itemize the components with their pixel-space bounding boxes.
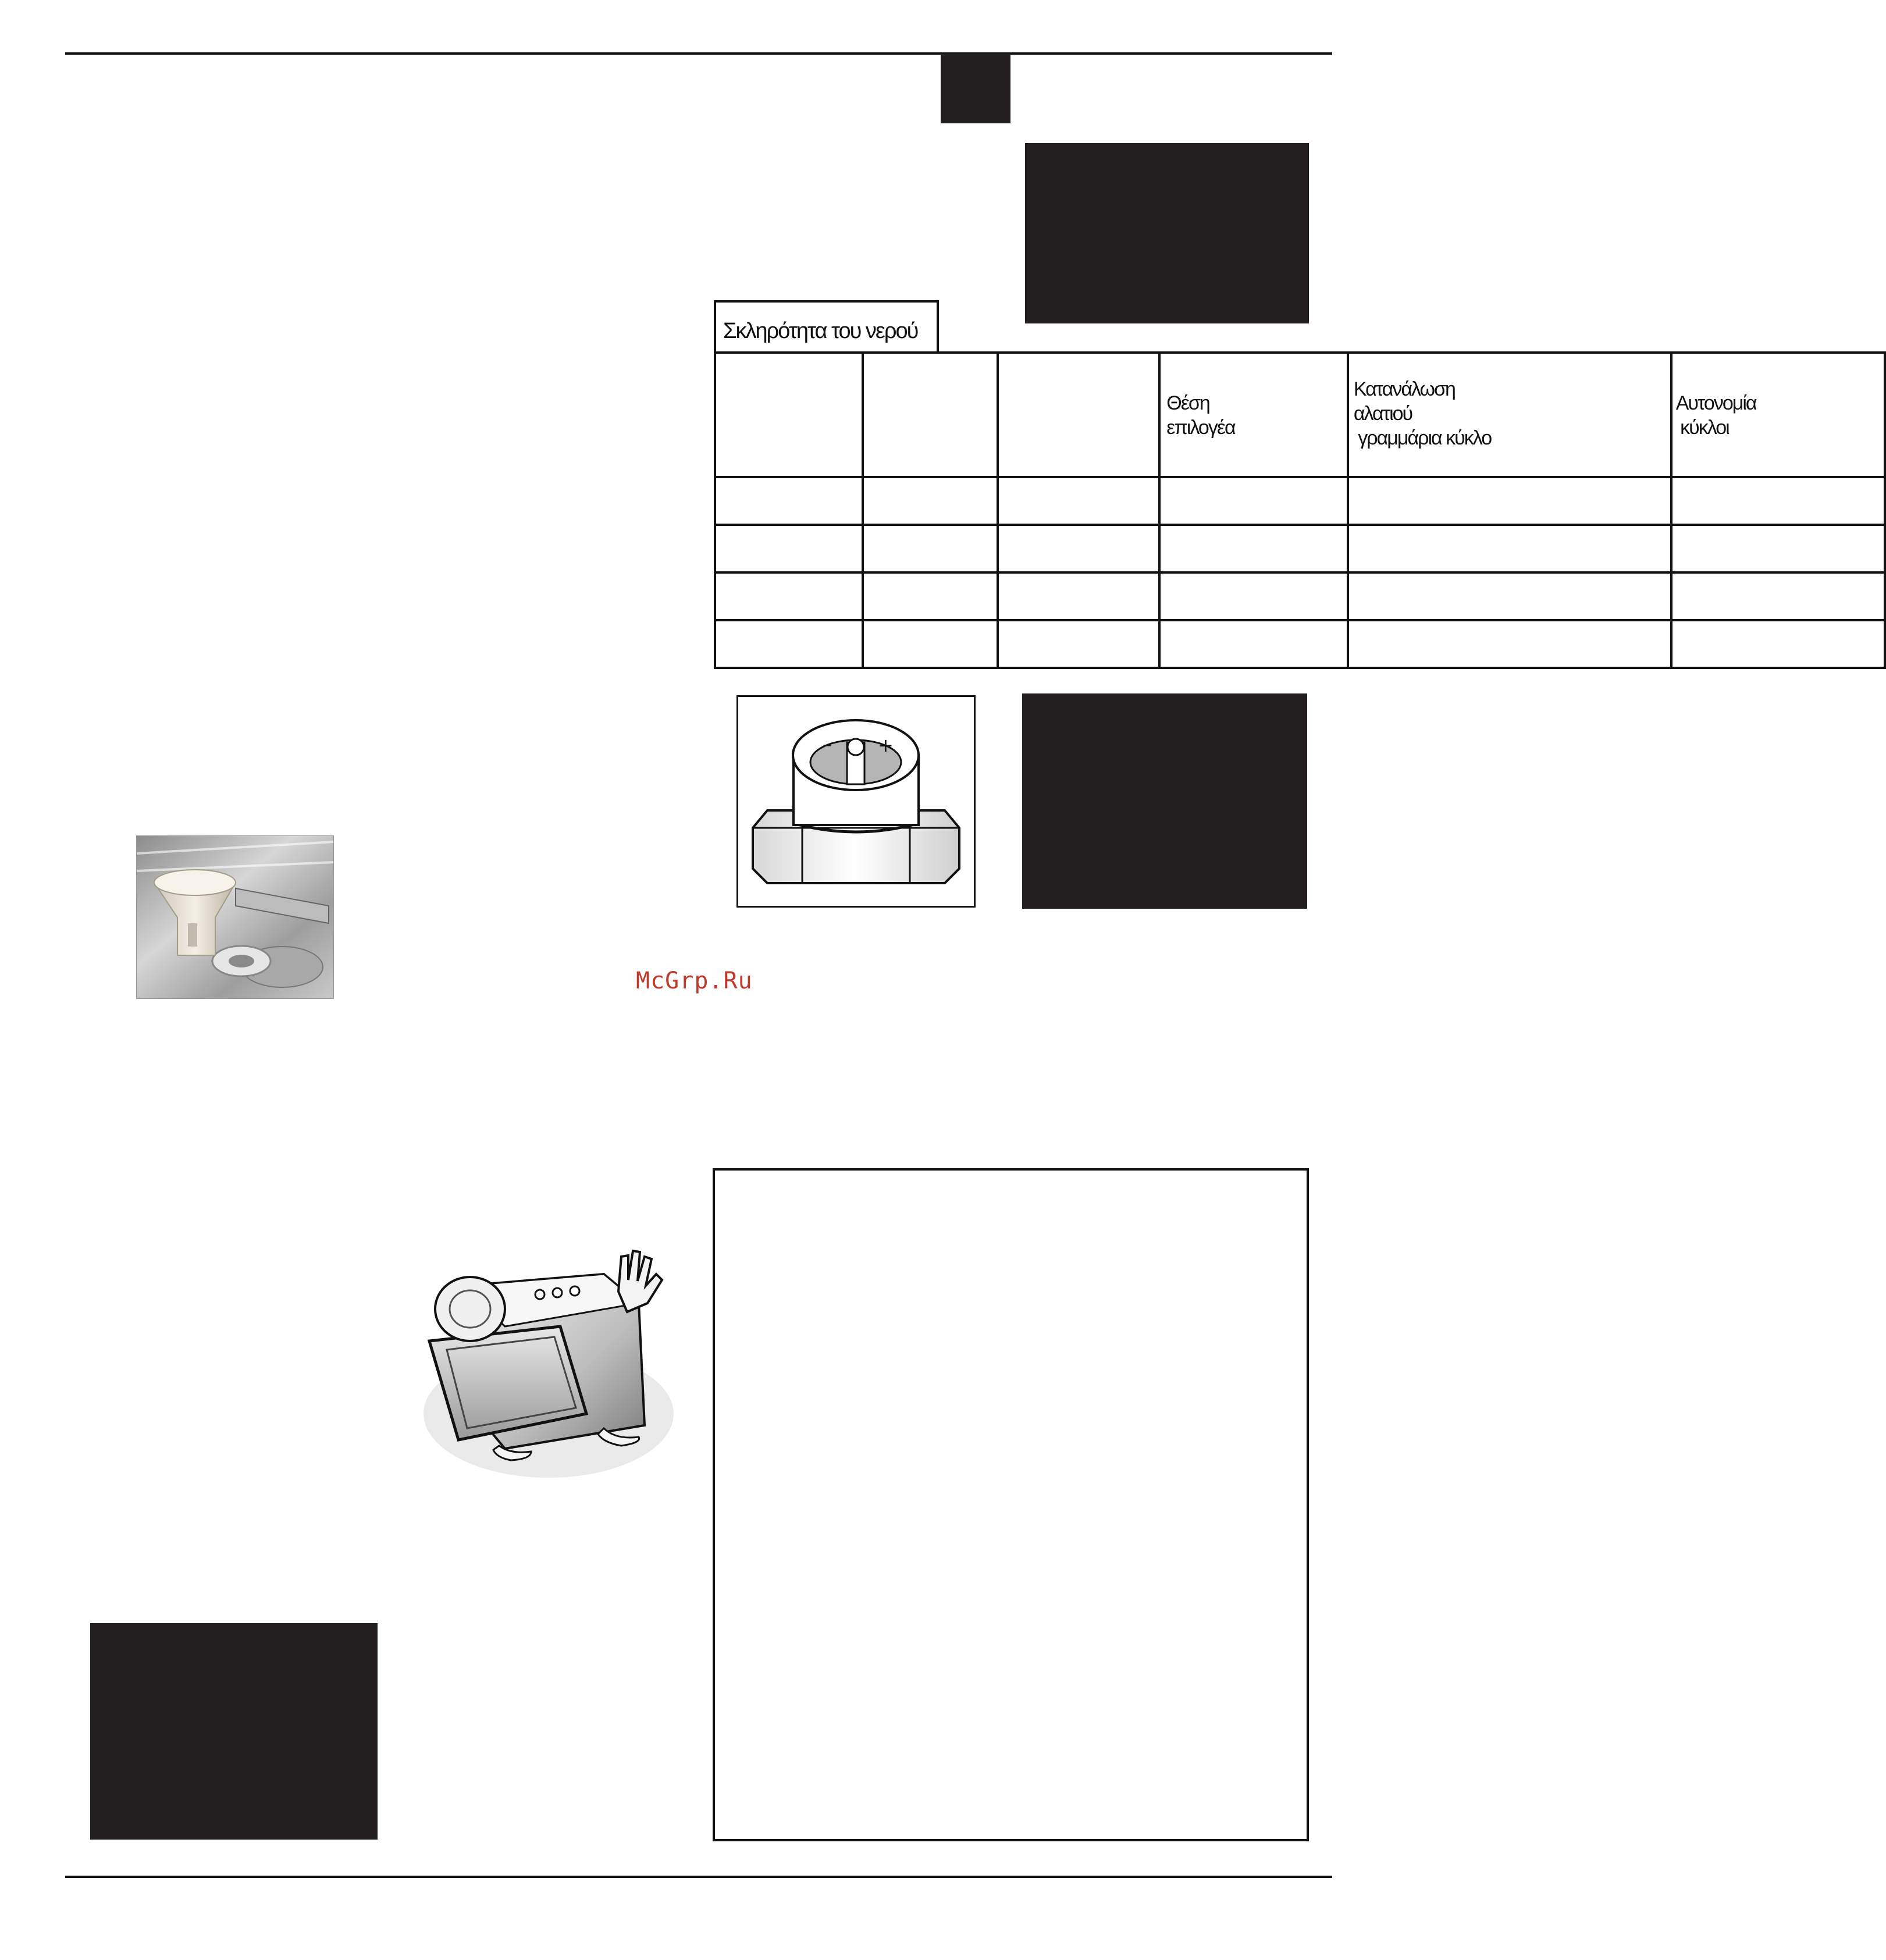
note-block-top (1025, 143, 1309, 323)
table-cell (1348, 572, 1671, 620)
table-cell (1159, 620, 1348, 668)
table-cell (1348, 477, 1671, 525)
table-cell (998, 477, 1159, 525)
table-cell (715, 525, 863, 572)
table-cell (998, 572, 1159, 620)
dishwasher-cartoon-icon (412, 1239, 685, 1484)
table-row (715, 620, 1885, 668)
salt-funnel-photo (136, 835, 334, 999)
table-cell (1671, 572, 1885, 620)
svg-text:–: – (823, 733, 832, 755)
table-cell (1671, 477, 1885, 525)
salt-funnel-icon (137, 836, 333, 998)
header-selector-position: Θέση επιλογέα (1166, 392, 1235, 439)
header-cell (863, 353, 998, 477)
header-rule (65, 52, 1332, 55)
table-cell (715, 477, 863, 525)
water-softener-dial-icon (738, 697, 974, 906)
table-title: Σκληρότητα του νερού (714, 300, 939, 351)
table-cell (863, 620, 998, 668)
note-block-bottom (90, 1623, 378, 1840)
water-hardness-table (714, 351, 1886, 669)
table-cell (998, 525, 1159, 572)
table-cell (1671, 620, 1885, 668)
table-cell (1159, 525, 1348, 572)
table-cell (998, 620, 1159, 668)
table-header-row (715, 353, 1885, 477)
table-cell (863, 572, 998, 620)
header-cell (1671, 353, 1885, 477)
footer-rule (65, 1876, 1332, 1878)
table-cell (1348, 620, 1671, 668)
header-cell (998, 353, 1159, 477)
header-cell (715, 353, 863, 477)
note-block-mid (1022, 693, 1307, 909)
table-cell (863, 477, 998, 525)
table-cell (1671, 525, 1885, 572)
table-row (715, 525, 1885, 572)
info-box (713, 1168, 1309, 1841)
table-cell (863, 525, 998, 572)
language-tab (941, 54, 1010, 123)
table-cell (715, 572, 863, 620)
softener-dial-figure (736, 695, 976, 908)
table-cell (715, 620, 863, 668)
watermark: McGrp.Ru (636, 967, 753, 994)
header-cell (1159, 353, 1348, 477)
svg-text:+: + (878, 734, 894, 756)
table-cell (1159, 477, 1348, 525)
table-cell (1348, 525, 1671, 572)
table-row (715, 477, 1885, 525)
dishwasher-cartoon (412, 1239, 685, 1484)
header-cell (1348, 353, 1671, 477)
table-cell (1159, 572, 1348, 620)
header-salt-consumption: Κατανάλωση αλατιού γραμμάρια κύκλο (1353, 378, 1492, 449)
header-autonomy: Αυτονομία κύκλοι (1675, 392, 1756, 439)
table-row (715, 572, 1885, 620)
